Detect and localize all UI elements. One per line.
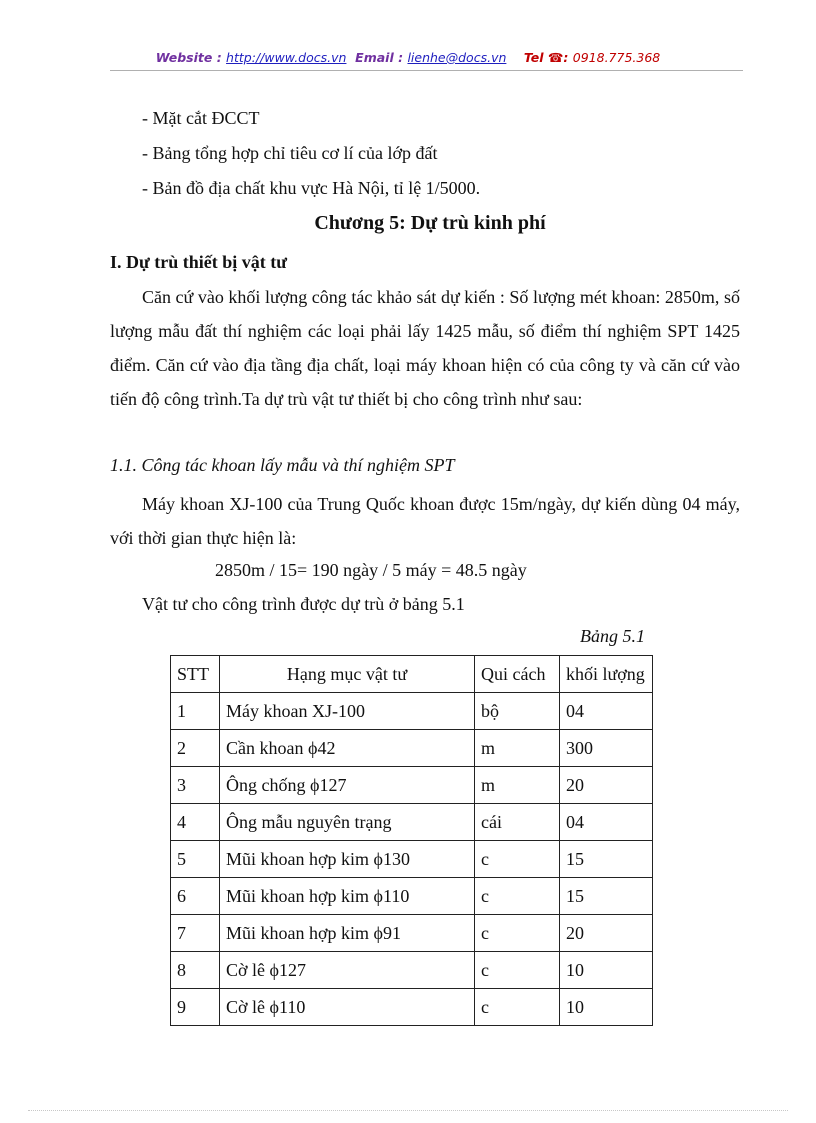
table-cell: 20: [560, 767, 653, 804]
table-cell: c: [475, 915, 560, 952]
table-cell: c: [475, 878, 560, 915]
column-header: khối lượng: [560, 656, 653, 693]
table-cell: 5: [171, 841, 220, 878]
table-header-row: [171, 656, 653, 693]
website-label: Website :: [155, 50, 227, 65]
email-label: Email: [355, 50, 394, 65]
chapter-title: Chương 5: Dự trù kinh phí: [314, 212, 546, 234]
table-cell: Cờ lê ϕ110: [220, 989, 475, 1026]
list-item: - Bản đồ địa chất khu vực Hà Nội, tỉ lệ 1/5000.: [142, 178, 481, 198]
table-cell: 3: [171, 767, 220, 804]
table-cell: Máy khoan XJ-100: [220, 693, 475, 730]
table-cell: 10: [560, 952, 653, 989]
table-cell: m: [475, 730, 560, 767]
email-separator: :: [393, 50, 408, 65]
materials-note: Vật tư cho công trình được dự trù ở bảng 5.1: [142, 594, 465, 614]
table-cell: m: [475, 767, 560, 804]
list-item: - Bảng tổng hợp chỉ tiêu cơ lí của lớp đất: [142, 143, 438, 163]
table-cell: Mũi khoan hợp kim ϕ130: [220, 841, 475, 878]
formula: 2850m / 15= 190 ngày / 5 máy = 48.5 ngày: [215, 560, 527, 580]
table-cell: 04: [560, 804, 653, 841]
table-cell: Ông mẫu nguyên trạng: [220, 804, 475, 841]
table-row: [171, 878, 653, 915]
website-link[interactable]: http://www.docs.vn: [226, 50, 347, 65]
column-header: STT: [171, 656, 220, 693]
table-cell: c: [475, 841, 560, 878]
table-row: [171, 804, 653, 841]
list-item: - Mặt cắt ĐCCT: [142, 108, 260, 128]
footer-divider: [28, 1110, 788, 1111]
table-row: [171, 952, 653, 989]
phone-number: 0918.775.368: [572, 50, 661, 65]
table-cell: 20: [560, 915, 653, 952]
page-header: [0, 50, 816, 65]
table-cell: 300: [560, 730, 653, 767]
intro-paragraph: Căn cứ vào khối lượng công tác khảo sát dự kiến : Số lượng mét khoan: 2850m, số lượng mẫu đất thí nghiệm các loại phải lấy 1425 mẫu, số điểm thí nghiệm SPT 1425 điểm. Căn cứ vào địa tầng địa chất, loại máy khoan hiện có của công ty và căn cứ vào tiến độ công trình.Ta dự trù vật tư thiết bị cho công trình như sau:: [110, 287, 740, 409]
table-row: [171, 767, 653, 804]
materials-table: [170, 655, 653, 1026]
table-row: [171, 989, 653, 1026]
column-header: Hạng mục vật tư: [220, 656, 475, 693]
table-row: [171, 730, 653, 767]
section-title: I. Dự trù thiết bị vật tư: [110, 252, 288, 272]
table-cell: Ông chống ϕ127: [220, 767, 475, 804]
column-header: Qui cách: [475, 656, 560, 693]
table-cell: 2: [171, 730, 220, 767]
table-cell: Mũi khoan hợp kim ϕ91: [220, 915, 475, 952]
table-row: [171, 915, 653, 952]
table-cell: 8: [171, 952, 220, 989]
tel-label: Tel ☎:: [523, 50, 573, 65]
machine-paragraph: Máy khoan XJ-100 của Trung Quốc khoan được 15m/ngày, dự kiến dùng 04 máy, với thời gian thực hiện là:: [110, 494, 740, 548]
table-cell: 7: [171, 915, 220, 952]
table-cell: 1: [171, 693, 220, 730]
table-cell: 04: [560, 693, 653, 730]
header-divider: [110, 70, 743, 71]
email-link[interactable]: lienhe@docs.vn: [407, 50, 507, 65]
table-cell: 15: [560, 841, 653, 878]
table-caption: Bảng 5.1: [580, 626, 645, 646]
table-cell: c: [475, 952, 560, 989]
table-cell: 9: [171, 989, 220, 1026]
table-cell: Cần khoan ϕ42: [220, 730, 475, 767]
table-row: [171, 693, 653, 730]
table-cell: 6: [171, 878, 220, 915]
table-cell: 15: [560, 878, 653, 915]
table-cell: Cờ lê ϕ127: [220, 952, 475, 989]
table-cell: bộ: [475, 693, 560, 730]
table-row: [171, 841, 653, 878]
table-cell: Mũi khoan hợp kim ϕ110: [220, 878, 475, 915]
table-cell: 4: [171, 804, 220, 841]
subsection-title: 1.1. Công tác khoan lấy mẫu và thí nghiệm SPT: [110, 455, 455, 475]
table-cell: 10: [560, 989, 653, 1026]
table-cell: c: [475, 989, 560, 1026]
table-cell: cái: [475, 804, 560, 841]
